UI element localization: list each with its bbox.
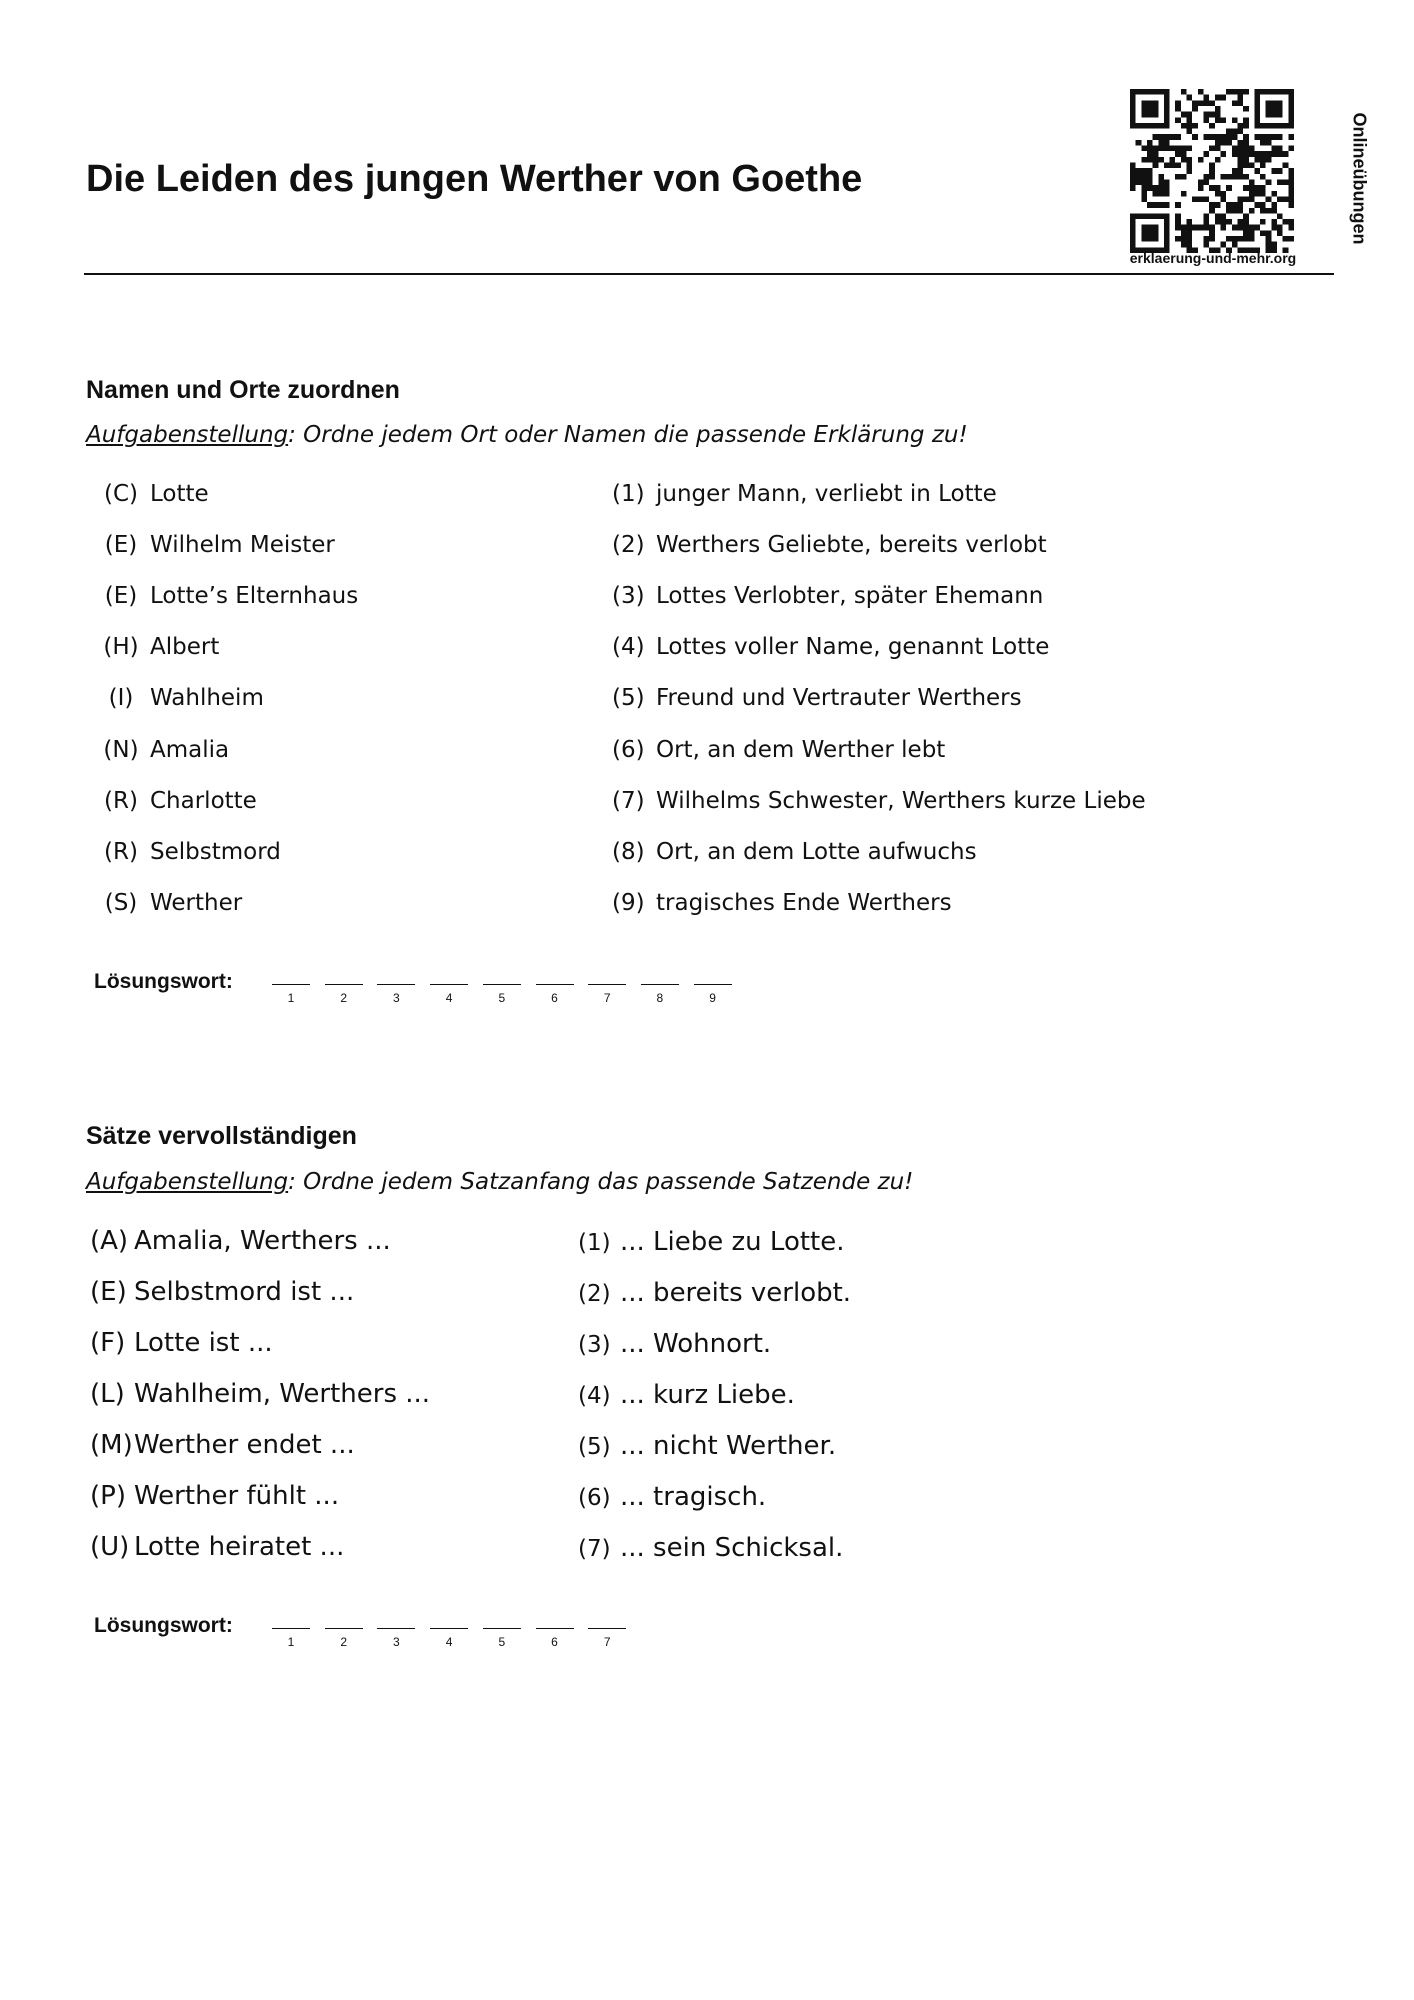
slot-number: 1	[287, 1635, 295, 1649]
answer-line	[272, 984, 310, 985]
item-number: (3)	[578, 1332, 611, 1358]
item-text: ... Wohnort.	[620, 1329, 772, 1359]
item-text: ... kurz Liebe.	[620, 1380, 795, 1410]
slot-number: 8	[656, 991, 664, 1005]
slot-number: 3	[393, 1635, 400, 1649]
item-text: ... nicht Werther.	[620, 1431, 837, 1461]
answer-slot[interactable]	[325, 984, 363, 1005]
item-code: (C)	[103, 481, 138, 507]
item-number: (9)	[612, 889, 645, 916]
answer-slot[interactable]	[272, 1628, 310, 1649]
item-number: (7)	[612, 787, 645, 814]
answer-slot[interactable]	[483, 1628, 521, 1649]
item-text: Wilhelm Meister	[150, 532, 335, 559]
list-item	[612, 532, 1047, 558]
list-item	[612, 685, 1022, 711]
item-number: (2)	[612, 532, 645, 559]
list-item	[96, 685, 264, 711]
list-item	[612, 890, 952, 916]
item-text: Lotte	[150, 481, 209, 507]
answer-slot[interactable]	[694, 984, 732, 1005]
solution-label: Lösungswort:	[94, 970, 233, 993]
answer-line	[377, 984, 415, 985]
item-number: (5)	[612, 685, 645, 712]
list-item	[578, 1278, 851, 1308]
answer-line	[641, 984, 679, 985]
list-item	[578, 1380, 795, 1410]
item-text: Freund und Vertrauter Werthers	[656, 685, 1022, 712]
answer-line	[272, 1628, 310, 1629]
list-item	[90, 1532, 344, 1562]
answer-line	[325, 984, 363, 985]
list-item	[612, 737, 945, 763]
item-code: (F)	[90, 1328, 126, 1358]
slot-number: 4	[445, 1635, 453, 1649]
item-text: ... Liebe zu Lotte.	[620, 1227, 845, 1257]
list-item	[96, 634, 219, 660]
instruction-text: : Ordne jedem Satzanfang das passende Satzende zu!	[288, 1169, 914, 1195]
item-text: tragisches Ende Werthers	[656, 889, 952, 916]
qr-url-text[interactable]: erklaerung-und-mehr.org	[1129, 250, 1297, 266]
item-text: Lotte ist ...	[134, 1328, 273, 1358]
item-code: (M)	[90, 1430, 133, 1460]
item-code: (E)	[104, 583, 138, 610]
page-title: Die Leiden des jungen Werther von Goethe	[86, 158, 863, 200]
list-item	[90, 1277, 354, 1307]
item-code: (R)	[104, 838, 138, 865]
item-code: (P)	[90, 1481, 126, 1511]
item-text: Lotte’s Elternhaus	[150, 583, 359, 610]
list-item	[90, 1226, 391, 1256]
list-item	[96, 839, 281, 865]
item-text: Amalia, Werthers ...	[134, 1226, 391, 1256]
item-number: (1)	[612, 481, 645, 507]
header-divider	[84, 273, 1334, 275]
answer-line	[325, 1628, 363, 1629]
list-item	[90, 1430, 355, 1460]
item-text: Lottes Verlobter, später Ehemann	[656, 583, 1044, 610]
slot-number: 9	[709, 991, 716, 1005]
list-item	[612, 583, 1043, 609]
answer-slot[interactable]	[430, 1628, 468, 1649]
item-code: (I)	[108, 685, 134, 712]
list-item	[90, 1328, 273, 1358]
item-text: Albert	[150, 634, 220, 661]
answer-line	[430, 984, 468, 985]
item-code: (L)	[90, 1379, 125, 1409]
item-number: (6)	[612, 736, 645, 763]
list-item	[612, 788, 1146, 814]
list-item	[612, 634, 1049, 660]
item-code: (U)	[90, 1532, 130, 1562]
item-text: Selbstmord	[150, 838, 281, 865]
section-heading: Namen und Orte zuordnen	[86, 376, 400, 404]
list-item	[90, 1481, 339, 1511]
list-item	[96, 481, 209, 507]
list-item	[578, 1482, 766, 1512]
answer-slot[interactable]	[536, 984, 574, 1005]
item-number: (6)	[578, 1485, 611, 1511]
item-code: (E)	[104, 532, 138, 559]
answer-slot[interactable]	[641, 984, 679, 1005]
item-text: Werther endet ...	[134, 1430, 355, 1460]
item-text: Wahlheim	[150, 685, 264, 712]
list-item	[578, 1329, 771, 1359]
list-item	[96, 890, 242, 916]
item-code: (A)	[90, 1226, 129, 1256]
item-text: Lottes voller Name, genannt Lotte	[656, 634, 1050, 661]
list-item	[96, 532, 335, 558]
item-text: Werthers Geliebte, bereits verlobt	[656, 532, 1047, 559]
answer-slot[interactable]	[377, 1628, 415, 1649]
answer-line	[483, 1628, 521, 1629]
slot-number: 5	[498, 1635, 506, 1649]
list-item	[578, 1227, 845, 1257]
answer-line	[536, 984, 574, 985]
item-code: (R)	[104, 787, 138, 814]
list-item	[612, 839, 977, 865]
instruction-label: Aufgabenstellung	[86, 1169, 289, 1195]
solution-label: Lösungswort:	[94, 1614, 233, 1637]
slot-number: 1	[287, 991, 295, 1005]
item-number: (3)	[612, 583, 645, 610]
item-text: junger Mann, verliebt in Lotte	[656, 481, 997, 507]
list-item	[96, 583, 358, 609]
answer-line	[694, 984, 732, 985]
item-text: Ort, an dem Werther lebt	[656, 736, 946, 763]
answer-line	[377, 1628, 415, 1629]
item-number: (8)	[612, 838, 645, 865]
item-code: (S)	[104, 889, 138, 916]
item-text: Werther	[150, 889, 243, 916]
item-text: Wilhelms Schwester, Werthers kurze Liebe	[656, 787, 1146, 814]
item-number: (4)	[612, 634, 645, 661]
list-item	[96, 737, 229, 763]
section-heading: Sätze vervollständigen	[86, 1122, 357, 1150]
slot-number: 7	[603, 1635, 611, 1649]
list-item	[612, 481, 997, 507]
qr-side-label: Onlineübungen	[1349, 112, 1370, 245]
item-number: (4)	[578, 1383, 611, 1409]
answer-slot[interactable]	[536, 1628, 574, 1649]
item-text: Wahlheim, Werthers ...	[134, 1379, 431, 1409]
slot-number: 7	[603, 991, 611, 1005]
answer-slot[interactable]	[588, 1628, 626, 1649]
list-item	[578, 1431, 836, 1461]
instruction-text: : Ordne jedem Ort oder Namen die passende Erklärung zu!	[288, 422, 968, 448]
item-code: (N)	[103, 736, 139, 763]
list-item	[96, 788, 257, 814]
item-text: ... tragisch.	[620, 1482, 767, 1512]
item-number: (7)	[578, 1536, 611, 1562]
slot-number: 6	[551, 1635, 558, 1649]
slot-number: 2	[340, 1635, 348, 1649]
answer-slot[interactable]	[377, 984, 415, 1005]
list-item	[578, 1533, 843, 1563]
item-text: Ort, an dem Lotte aufwuchs	[656, 838, 977, 865]
answer-line	[588, 1628, 626, 1629]
answer-slot[interactable]	[325, 1628, 363, 1649]
answer-slot[interactable]	[483, 984, 521, 1005]
item-text: ... sein Schicksal.	[620, 1533, 844, 1563]
slot-number: 3	[393, 991, 400, 1005]
instruction-label: Aufgabenstellung	[86, 422, 289, 448]
list-item	[90, 1379, 430, 1409]
item-text: ... bereits verlobt.	[620, 1278, 852, 1308]
item-text: Lotte heiratet ...	[134, 1532, 345, 1562]
slot-number: 4	[445, 991, 453, 1005]
item-text: Amalia	[150, 736, 230, 763]
item-number: (5)	[578, 1434, 611, 1460]
answer-slot[interactable]	[430, 984, 468, 1005]
slot-number: 6	[551, 991, 558, 1005]
item-number: (2)	[578, 1281, 611, 1307]
item-text: Selbstmord ist ...	[134, 1277, 355, 1307]
item-code: (E)	[90, 1277, 127, 1307]
qr-code-icon[interactable]	[1130, 89, 1294, 253]
item-text: Charlotte	[150, 787, 257, 814]
item-number: (1)	[578, 1230, 611, 1256]
task-instruction	[86, 1169, 913, 1195]
answer-line	[588, 984, 626, 985]
item-code: (H)	[103, 634, 139, 661]
item-text: Werther fühlt ...	[134, 1481, 340, 1511]
answer-line	[483, 984, 521, 985]
answer-line	[430, 1628, 468, 1629]
answer-line	[536, 1628, 574, 1629]
answer-slot[interactable]	[272, 984, 310, 1005]
answer-slot[interactable]	[588, 984, 626, 1005]
slot-number: 2	[340, 991, 348, 1005]
task-instruction	[86, 422, 968, 448]
slot-number: 5	[498, 991, 506, 1005]
